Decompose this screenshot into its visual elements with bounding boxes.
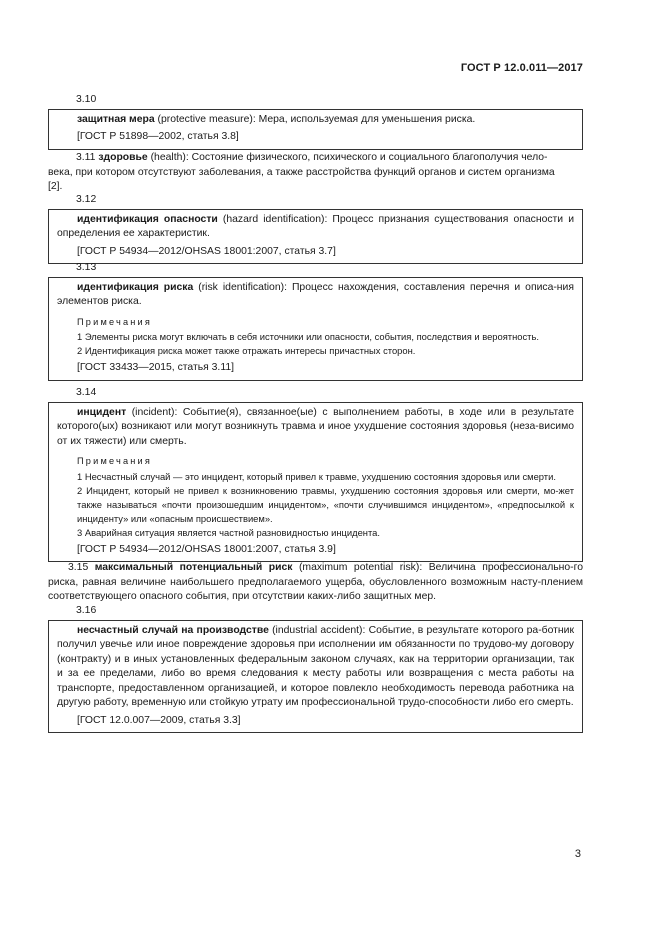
entry-3-12: [48, 193, 583, 264]
note-1: 1 Несчастный случай — это инцидент, который привел к травме, ухудшению состояния здоровья или смерти.: [77, 470, 556, 482]
notes-heading: Примечания: [77, 456, 153, 466]
definition-box: [48, 620, 583, 734]
page-number: 3: [574, 848, 581, 860]
definition-line-3: [2].: [48, 181, 63, 192]
reference: [ГОСТ Р 54934—2012/OHSAS 18001:2007, статья 3.9]: [77, 543, 336, 555]
notes-heading: Примечания: [77, 316, 153, 327]
entry-number: 3.12: [76, 194, 97, 205]
definition-text: [57, 406, 574, 450]
term: идентификация опасности: [77, 213, 218, 225]
term: защитная мера: [77, 113, 155, 125]
term: инцидент: [77, 406, 127, 418]
definition: (hazard identification): Процесс признания существования опасности и определения ее характеристик.: [57, 213, 574, 239]
term: идентификация риска: [77, 281, 194, 293]
entry-first-line: [48, 151, 583, 166]
definition: (incident): Событие(я), связанное(ые) с выполнением работы, в ходе или в результате которого(ых) возникают или могут возникнуть травма и иное ухудшение состояния здоровья (неза-висимо от их тяжести) или смерть.: [57, 406, 574, 447]
term: здоровье: [98, 152, 148, 163]
term: несчастный случай на производстве: [77, 624, 269, 636]
entry-3-13: [48, 261, 583, 381]
definition-text: [48, 561, 583, 605]
entry-3-10: [48, 93, 583, 150]
definition-text: [57, 281, 574, 310]
entry-number: 3.10: [76, 94, 97, 105]
definition: (risk identification): Процесс нахождения, составления перечня и описа-ния элементов риска.: [57, 281, 574, 307]
entry-3-16: [48, 604, 583, 733]
reference: [ГОСТ 33433—2015, статья 3.11]: [77, 362, 234, 373]
definition: (protective measure): Мера, используемая для уменьшения риска.: [154, 113, 476, 125]
note-3: 3 Аварийная ситуация является частной разновидностью инцидента.: [77, 526, 380, 538]
entry-number: 3.14: [76, 387, 97, 398]
definition-text: [57, 213, 574, 242]
entry-number: 3.16: [76, 605, 97, 616]
entry-number: 3.11: [76, 152, 96, 163]
note-1: 1 Элементы риска могут включать в себя источники или опасности, события, последствия и вероятность.: [77, 331, 539, 342]
definition-text: [57, 624, 574, 711]
reference: [ГОСТ Р 54934—2012/OHSAS 18001:2007, статья 3.7]: [77, 245, 336, 257]
term: максимальный потенциальный риск: [94, 562, 293, 573]
definition: (industrial accident): Событие, в результате которого ра-ботник получил увечье или иное повреждение здоровья при исполнении им обязанности по трудово-му договору (контракту) и в иных установленных федеральным законом случаях, как на территории организации, так и за ее пределами, либо во время следования к месту работы или возвращения с места работы на транспорте, предоставленном организацией, и которое повлекло необходимость перевода работника на другую работу, временную или стойкую утрату им профессиональной трудо-способности либо его смерть.: [57, 624, 575, 708]
note-2: 2 Инцидент, который не привел к возникновению травмы, ухудшению состояния здоровья или смерти, мо-жет также называться «почти произошедшим инцидентом», «почти случившимся инцидентом», «предпосылкой к инциденту» или «опасным происшествием».: [77, 484, 574, 524]
document-header: ГОСТ Р 12.0.011—2017: [460, 62, 583, 74]
entry-3-15: [48, 561, 583, 605]
entry-number: 3.15: [68, 562, 89, 573]
entry-3-14: [48, 386, 583, 562]
reference: [ГОСТ 12.0.007—2009, статья 3.3]: [77, 714, 241, 726]
entry-3-11: [48, 151, 583, 195]
entry-number: 3.13: [76, 262, 97, 273]
note-2: 2 Идентификация риска может также отражать интересы причастных сторон.: [77, 345, 416, 356]
definition-box: [48, 277, 583, 381]
reference: [ГОСТ Р 51898—2002, статья 3.8]: [77, 131, 239, 142]
definition-box: [48, 402, 583, 563]
definition-text: [57, 113, 574, 128]
definition-line-2: века, при котором отсутствуют заболевания, а также расстройства функций органов и систем организма: [48, 166, 555, 178]
definition: (maximum potential risk): Величина профессионально-го риска, равная величине наибольшего предполагаемого ущерба, обусловленного возможным насту-плением соответствующего опасного события, при отсутствии каких-либо защитных мер.: [48, 562, 583, 602]
definition-line-1: (health): Состояние физического, психического и социального благополучия чело-: [147, 152, 548, 163]
definition-box: [48, 109, 583, 150]
definition-box: [48, 209, 583, 265]
